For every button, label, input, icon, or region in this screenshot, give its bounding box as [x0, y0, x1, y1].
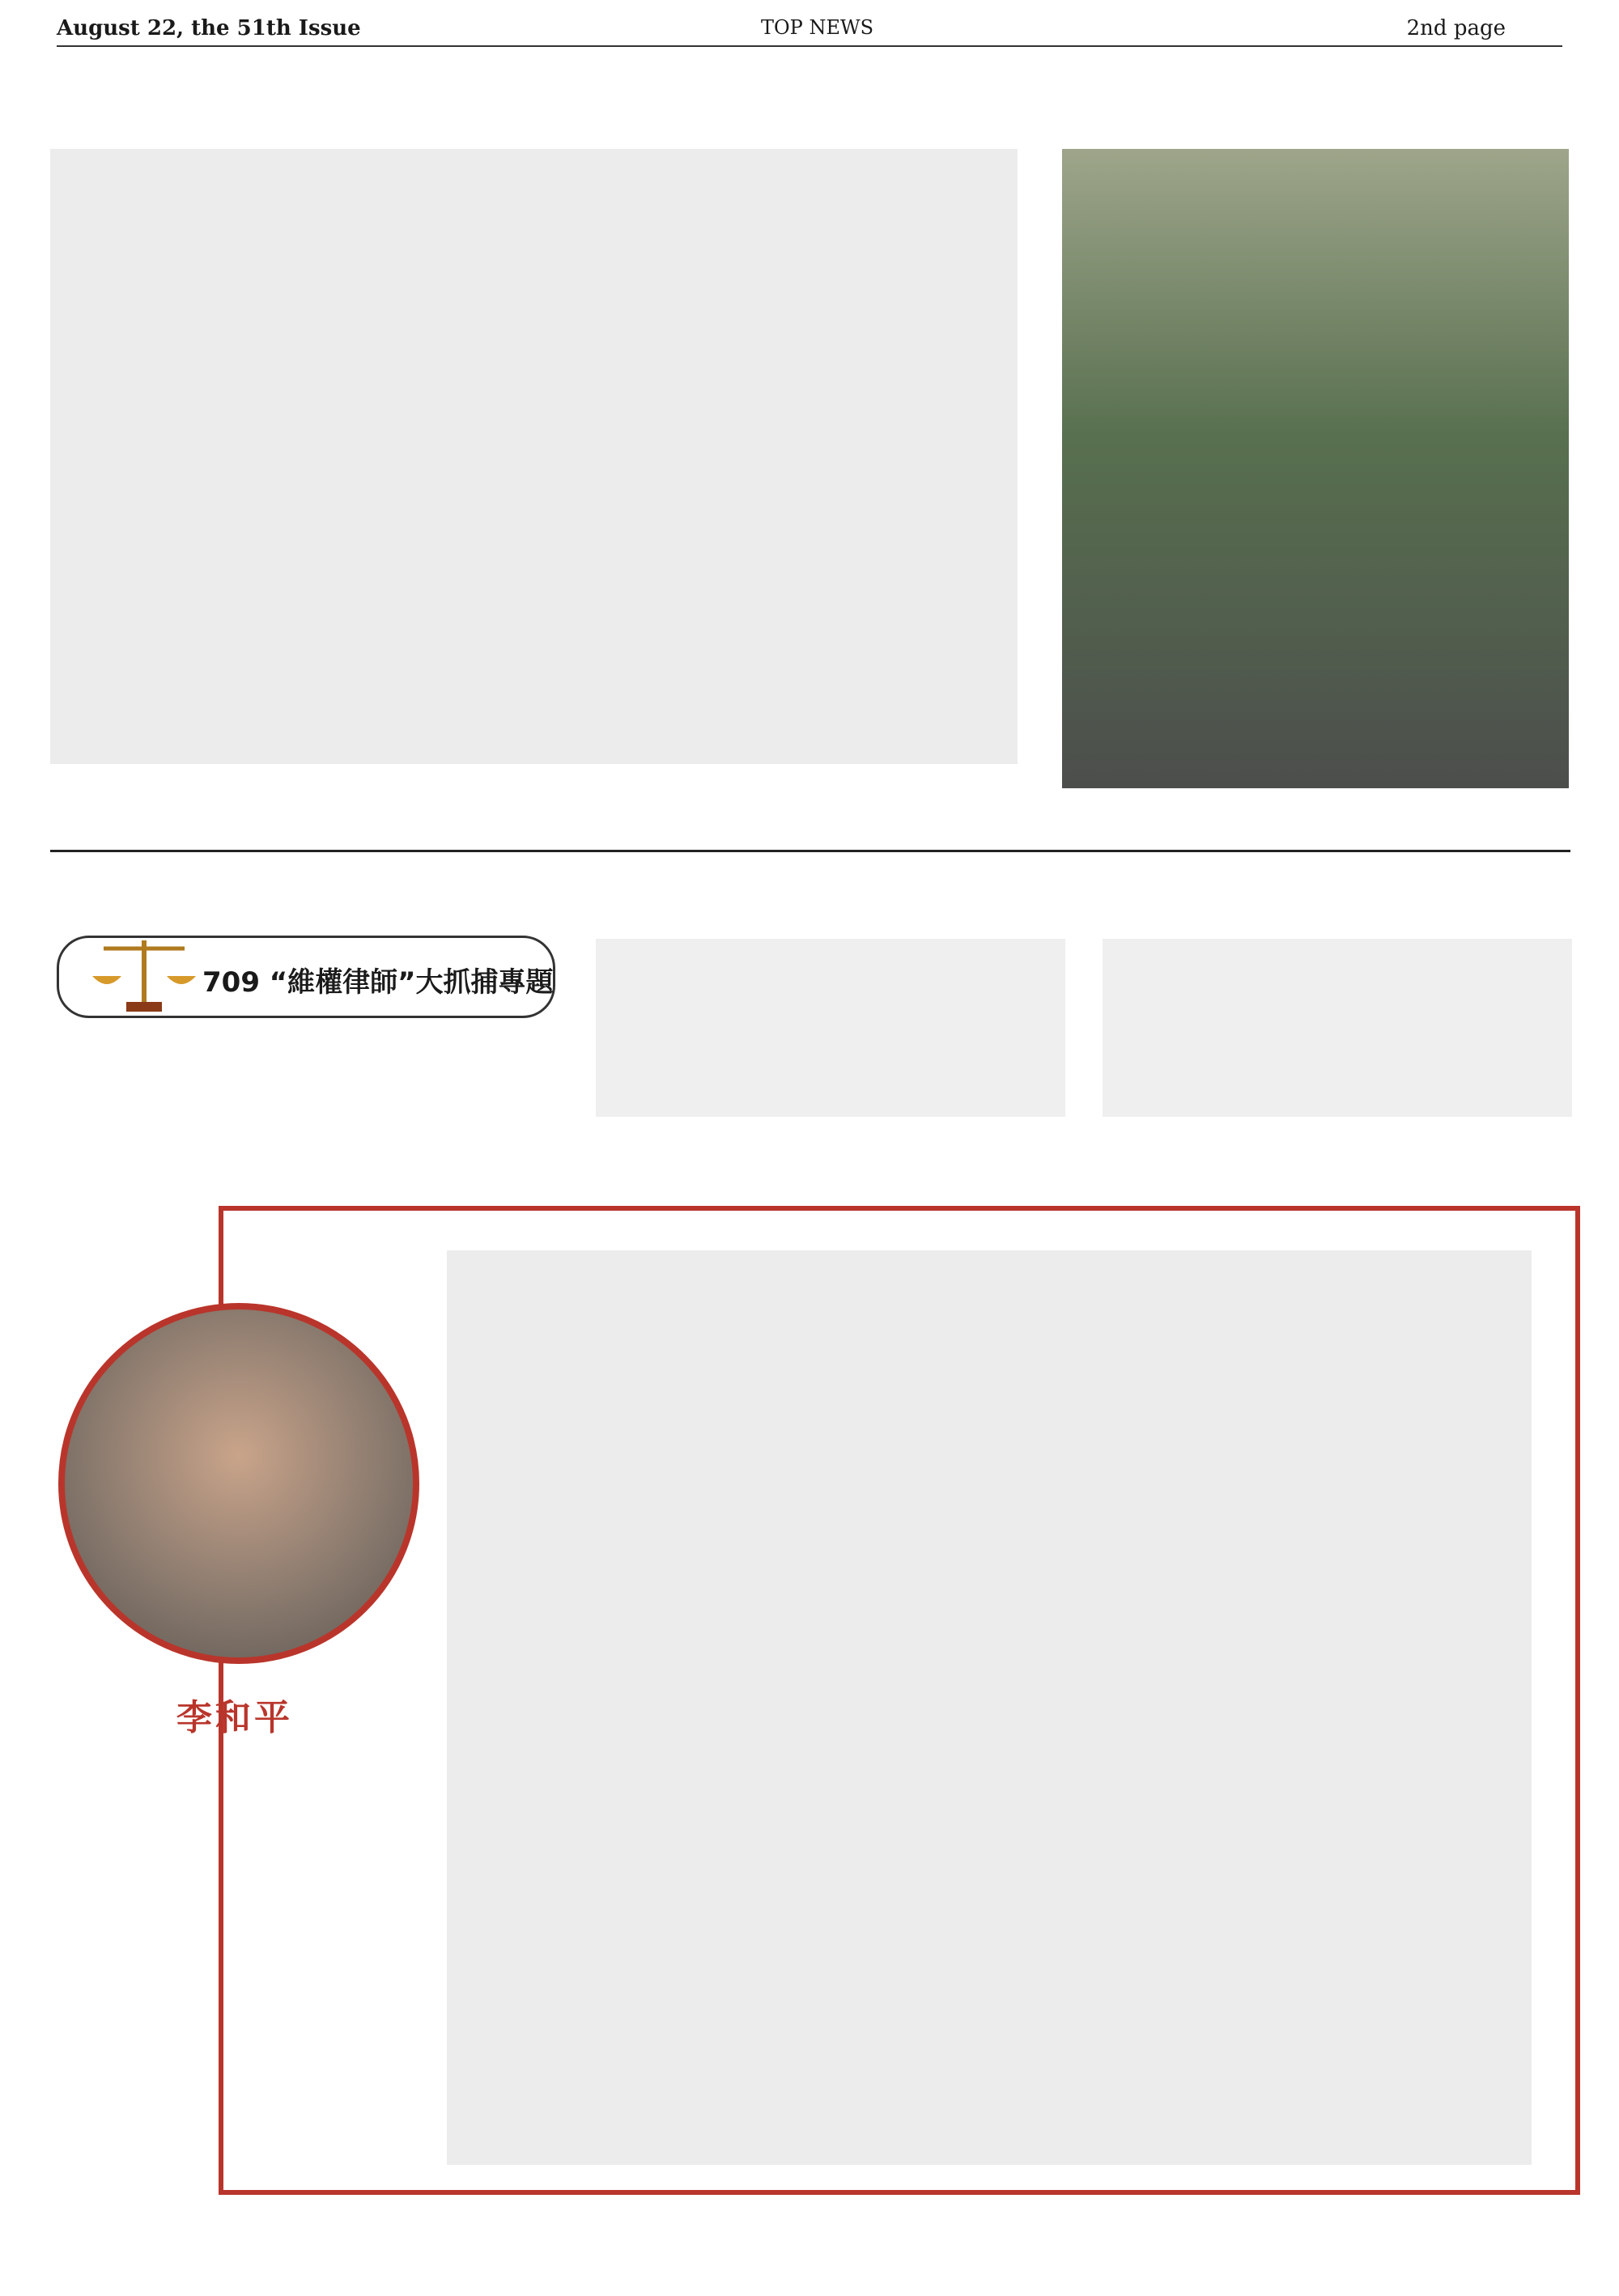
masthead	[57, 11, 1562, 44]
section-intro-right-area	[1103, 939, 1572, 1117]
lead-article-text-area	[50, 149, 1018, 764]
biography-text-area	[447, 1250, 1532, 2165]
scales-of-justice-icon	[87, 931, 201, 1018]
section-divider	[50, 850, 1570, 852]
section-banner	[49, 931, 557, 1018]
portrait-name: 李和平	[176, 1697, 293, 1738]
section-banner-title: 709 “維權律師”大抓捕專題	[202, 966, 554, 999]
lead-photo	[1062, 149, 1569, 788]
portrait-photo	[58, 1303, 419, 1664]
masthead-rule	[57, 45, 1562, 47]
lead-photo-image	[1062, 149, 1569, 788]
section-name: TOP NEWS	[761, 16, 874, 39]
page-number: 2nd page	[1406, 16, 1506, 40]
section-intro-left-area	[596, 939, 1065, 1117]
issue-date: August 22, the 51th Issue	[57, 16, 361, 40]
